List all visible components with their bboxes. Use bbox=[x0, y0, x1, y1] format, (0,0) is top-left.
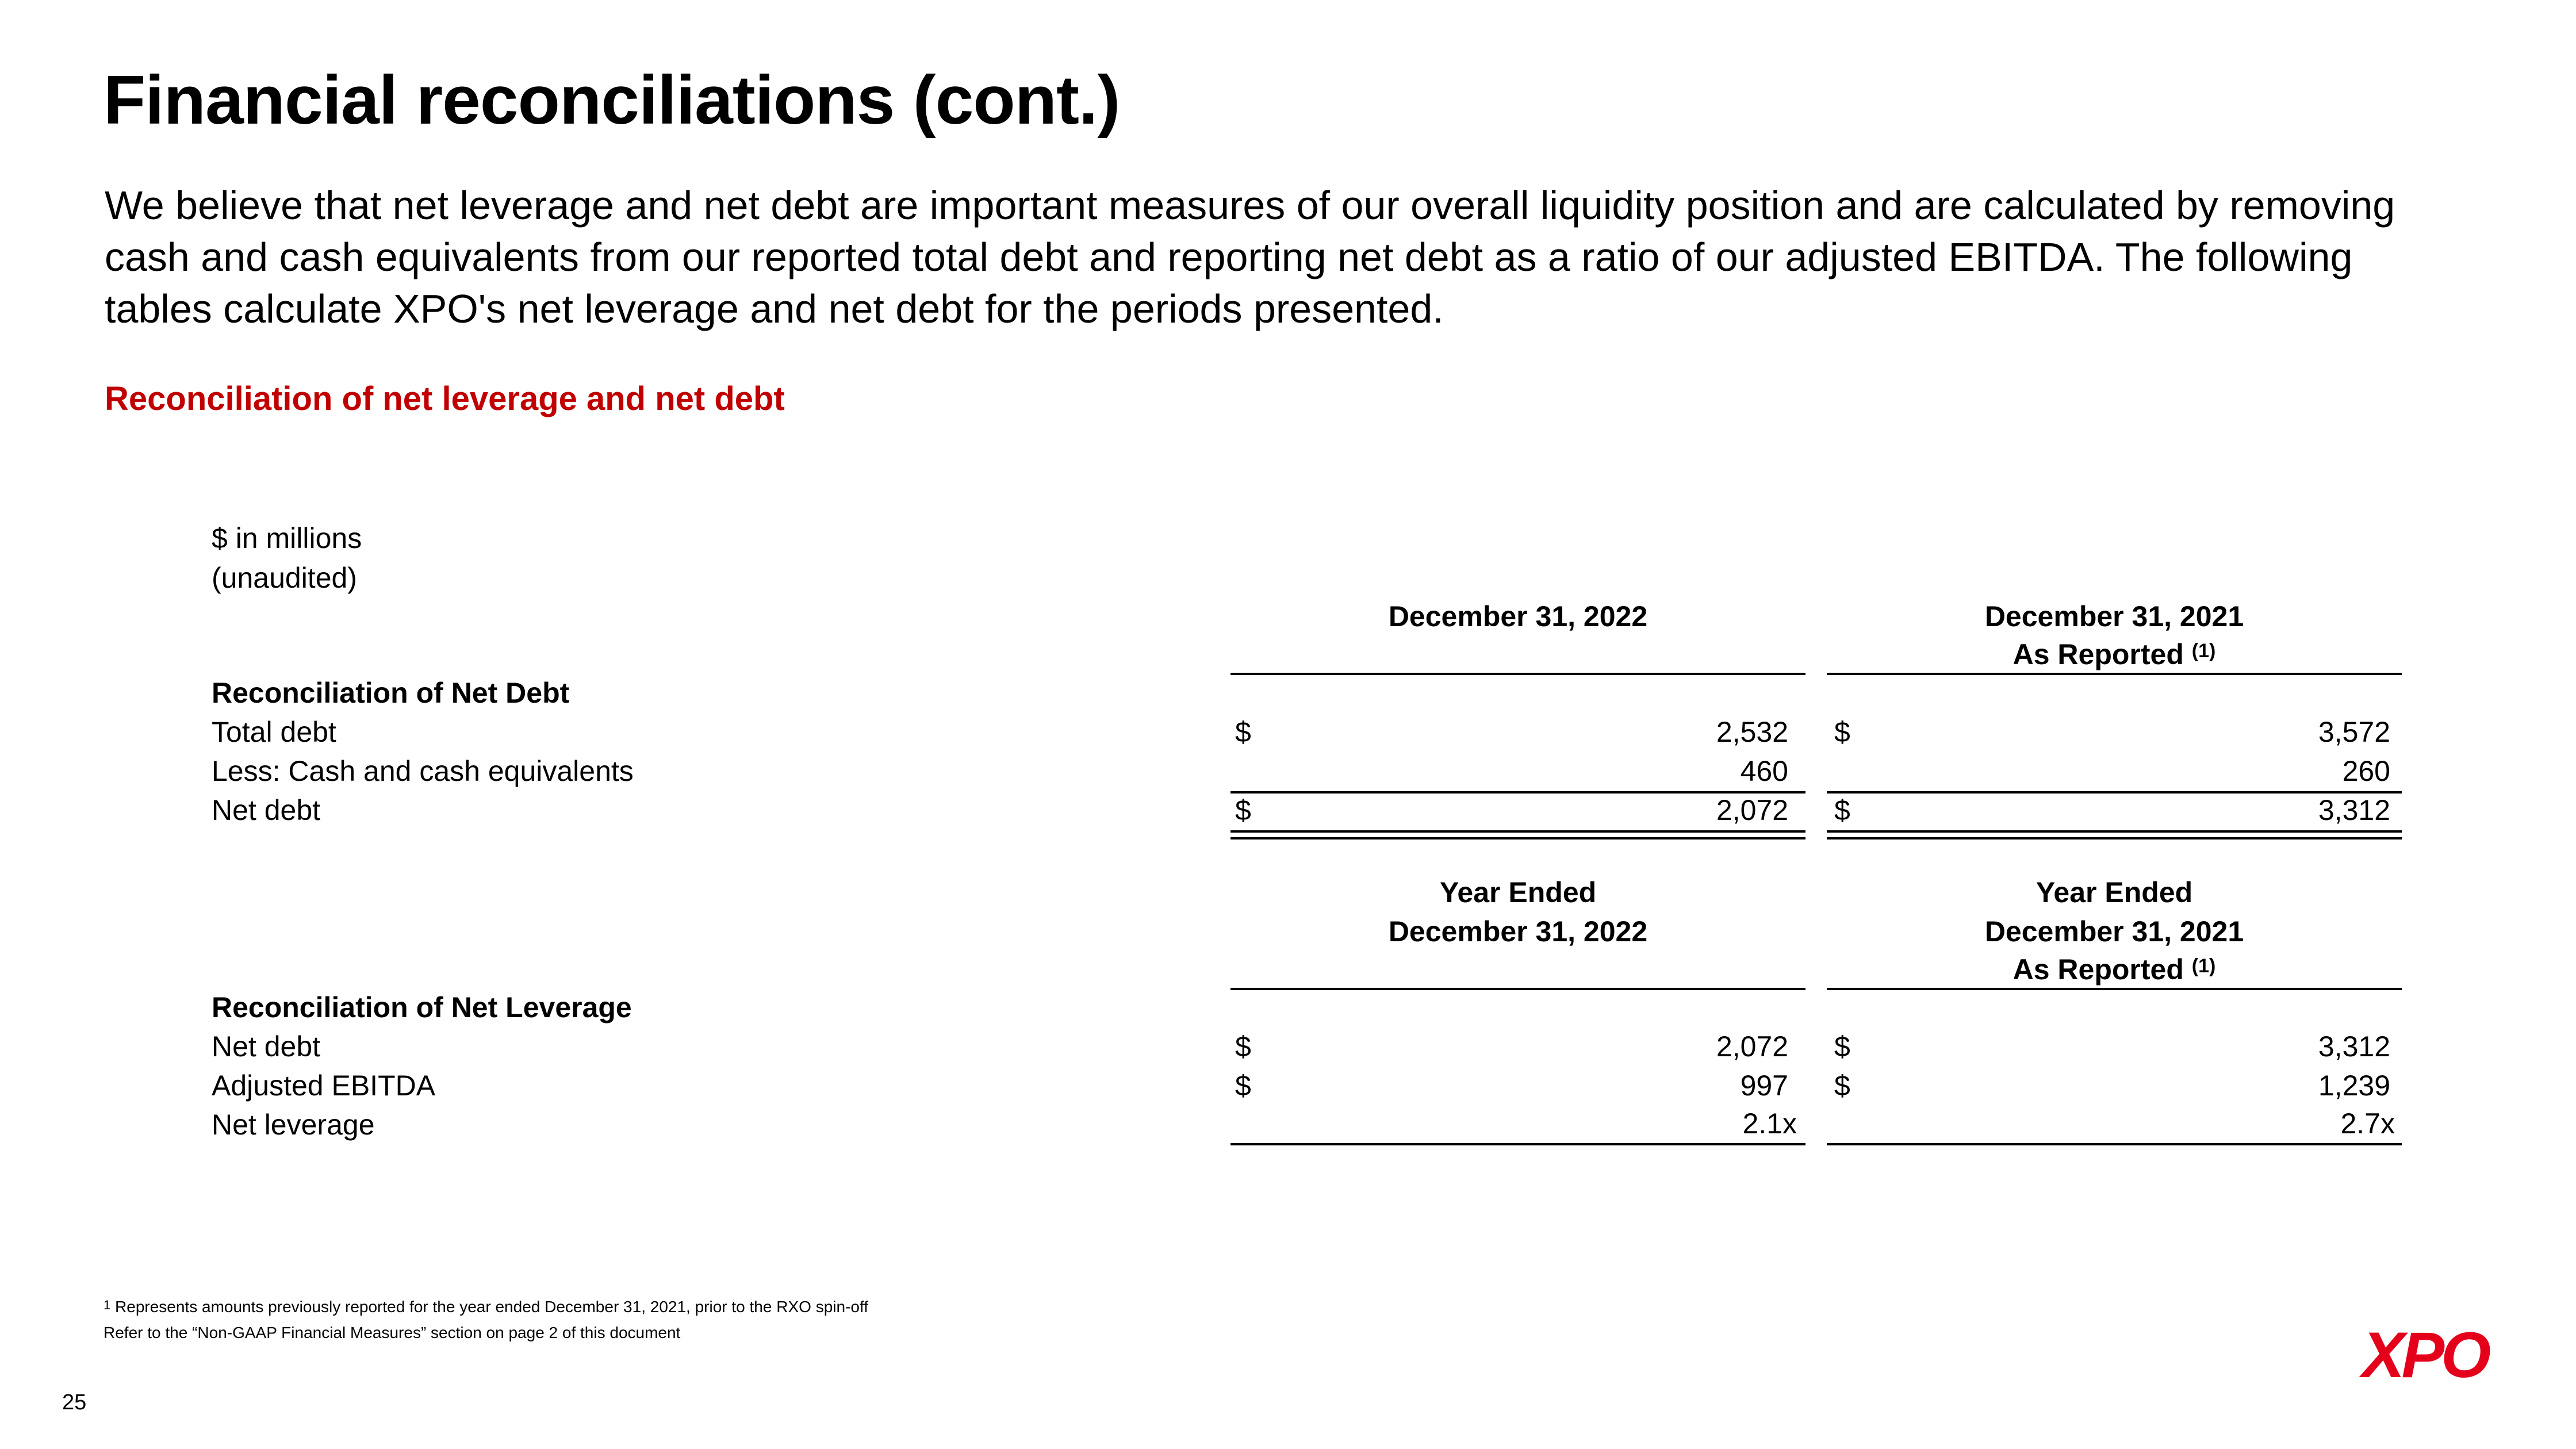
nd-currency: $ bbox=[1235, 716, 1251, 748]
nl-row-value-2021: 3,312 bbox=[2318, 1030, 2390, 1063]
nl-row-label: Net debt bbox=[212, 1030, 321, 1063]
unaudited-label: (unaudited) bbox=[212, 562, 357, 594]
nl-col2-as-reported: As Reported bbox=[2012, 953, 2184, 986]
nd-col2-header-rule bbox=[1827, 673, 2402, 675]
footnote-1-text: Represents amounts previously reported for the year ended December 31, 2021, prior to the RXO spin-off bbox=[115, 1298, 869, 1316]
nl-row-label: Adjusted EBITDA bbox=[212, 1070, 436, 1102]
footnote-1-marker: 1 bbox=[103, 1298, 111, 1312]
nl-col1-header-line1: Year Ended bbox=[1439, 876, 1597, 908]
nl-currency: $ bbox=[1834, 1070, 1850, 1102]
page-title: Financial reconciliations (cont.) bbox=[103, 62, 1120, 139]
nd-col2-footnote-ref: (1) bbox=[2191, 640, 2216, 662]
nd-double-rule bbox=[1230, 837, 1805, 839]
nl-col1-header-rule bbox=[1230, 988, 1805, 990]
nl-row-value-2022: 2.1x bbox=[1742, 1107, 1797, 1140]
page-number: 25 bbox=[62, 1390, 87, 1414]
nl-bottom-rule bbox=[1230, 1143, 1805, 1145]
nd-row-value-2021: 260 bbox=[2342, 755, 2390, 787]
intro-paragraph: We believe that net leverage and net debt are important measures of our overall liquidity position and are calculated by removing cash and cash equivalents from our reported total debt and reporting net debt as a ratio of our adjusted EBITDA. The following tables calculate XPO's net leverage and net debt for the periods presented. bbox=[105, 183, 2395, 331]
nd-currency: $ bbox=[1235, 794, 1251, 826]
net-leverage-heading: Reconciliation of Net Leverage bbox=[212, 991, 632, 1023]
nl-col2-header-rule bbox=[1827, 988, 2402, 990]
nl-row-value-2022: 2,072 bbox=[1716, 1030, 1788, 1063]
nd-row-value-2021: 3,312 bbox=[2318, 794, 2390, 826]
nd-row-value-2021: 3,572 bbox=[2318, 716, 2390, 748]
nl-col2-header-line2: December 31, 2021 bbox=[1984, 915, 2244, 948]
nl-row-value-2022: 997 bbox=[1740, 1070, 1788, 1102]
nl-row-value-2021: 2.7x bbox=[2340, 1107, 2395, 1140]
nd-double-rule bbox=[1827, 830, 2402, 833]
units-label: $ in millions bbox=[212, 522, 362, 554]
nl-currency: $ bbox=[1235, 1030, 1251, 1063]
nd-col2-as-reported: As Reported bbox=[2012, 638, 2184, 670]
nl-col1-header-line2: December 31, 2022 bbox=[1388, 915, 1648, 948]
nd-col2-header-line2 bbox=[1827, 637, 2402, 672]
nd-row-label: Less: Cash and cash equivalents bbox=[212, 755, 634, 787]
xpo-logo-text: XPO bbox=[2362, 1322, 2488, 1386]
nd-row-value-2022: 2,532 bbox=[1716, 716, 1788, 748]
nl-row-value-2021: 1,239 bbox=[2318, 1070, 2390, 1102]
nd-row-value-2022: 2,072 bbox=[1716, 794, 1788, 826]
nl-col2-footnote-ref: (1) bbox=[2191, 955, 2216, 977]
nd-currency: $ bbox=[1834, 716, 1850, 748]
nd-row-value-2022: 460 bbox=[1740, 755, 1788, 787]
nd-currency: $ bbox=[1834, 794, 1850, 826]
nl-col2-header-line1: Year Ended bbox=[2035, 876, 2193, 908]
footnote-1 bbox=[103, 1298, 868, 1316]
nd-row-label: Net debt bbox=[212, 794, 321, 826]
nl-currency: $ bbox=[1834, 1030, 1850, 1063]
nd-col1-header-rule bbox=[1230, 673, 1805, 675]
nd-col1-header: December 31, 2022 bbox=[1388, 600, 1648, 632]
nd-col2-header-line1: December 31, 2021 bbox=[1984, 600, 2244, 632]
nl-currency: $ bbox=[1235, 1070, 1251, 1102]
nl-bottom-rule bbox=[1827, 1143, 2402, 1145]
nd-double-rule bbox=[1827, 837, 2402, 839]
nd-double-rule bbox=[1230, 830, 1805, 833]
xpo-logo bbox=[2349, 1322, 2501, 1386]
nl-row-label: Net leverage bbox=[212, 1109, 375, 1141]
nd-row-label: Total debt bbox=[212, 716, 336, 748]
section-heading: Reconciliation of net leverage and net debt bbox=[105, 380, 785, 417]
nl-col2-header-line3 bbox=[1827, 952, 2402, 987]
net-debt-heading: Reconciliation of Net Debt bbox=[212, 677, 570, 709]
footnote-2: Refer to the “Non-GAAP Financial Measures” section on page 2 of this document bbox=[103, 1324, 681, 1341]
